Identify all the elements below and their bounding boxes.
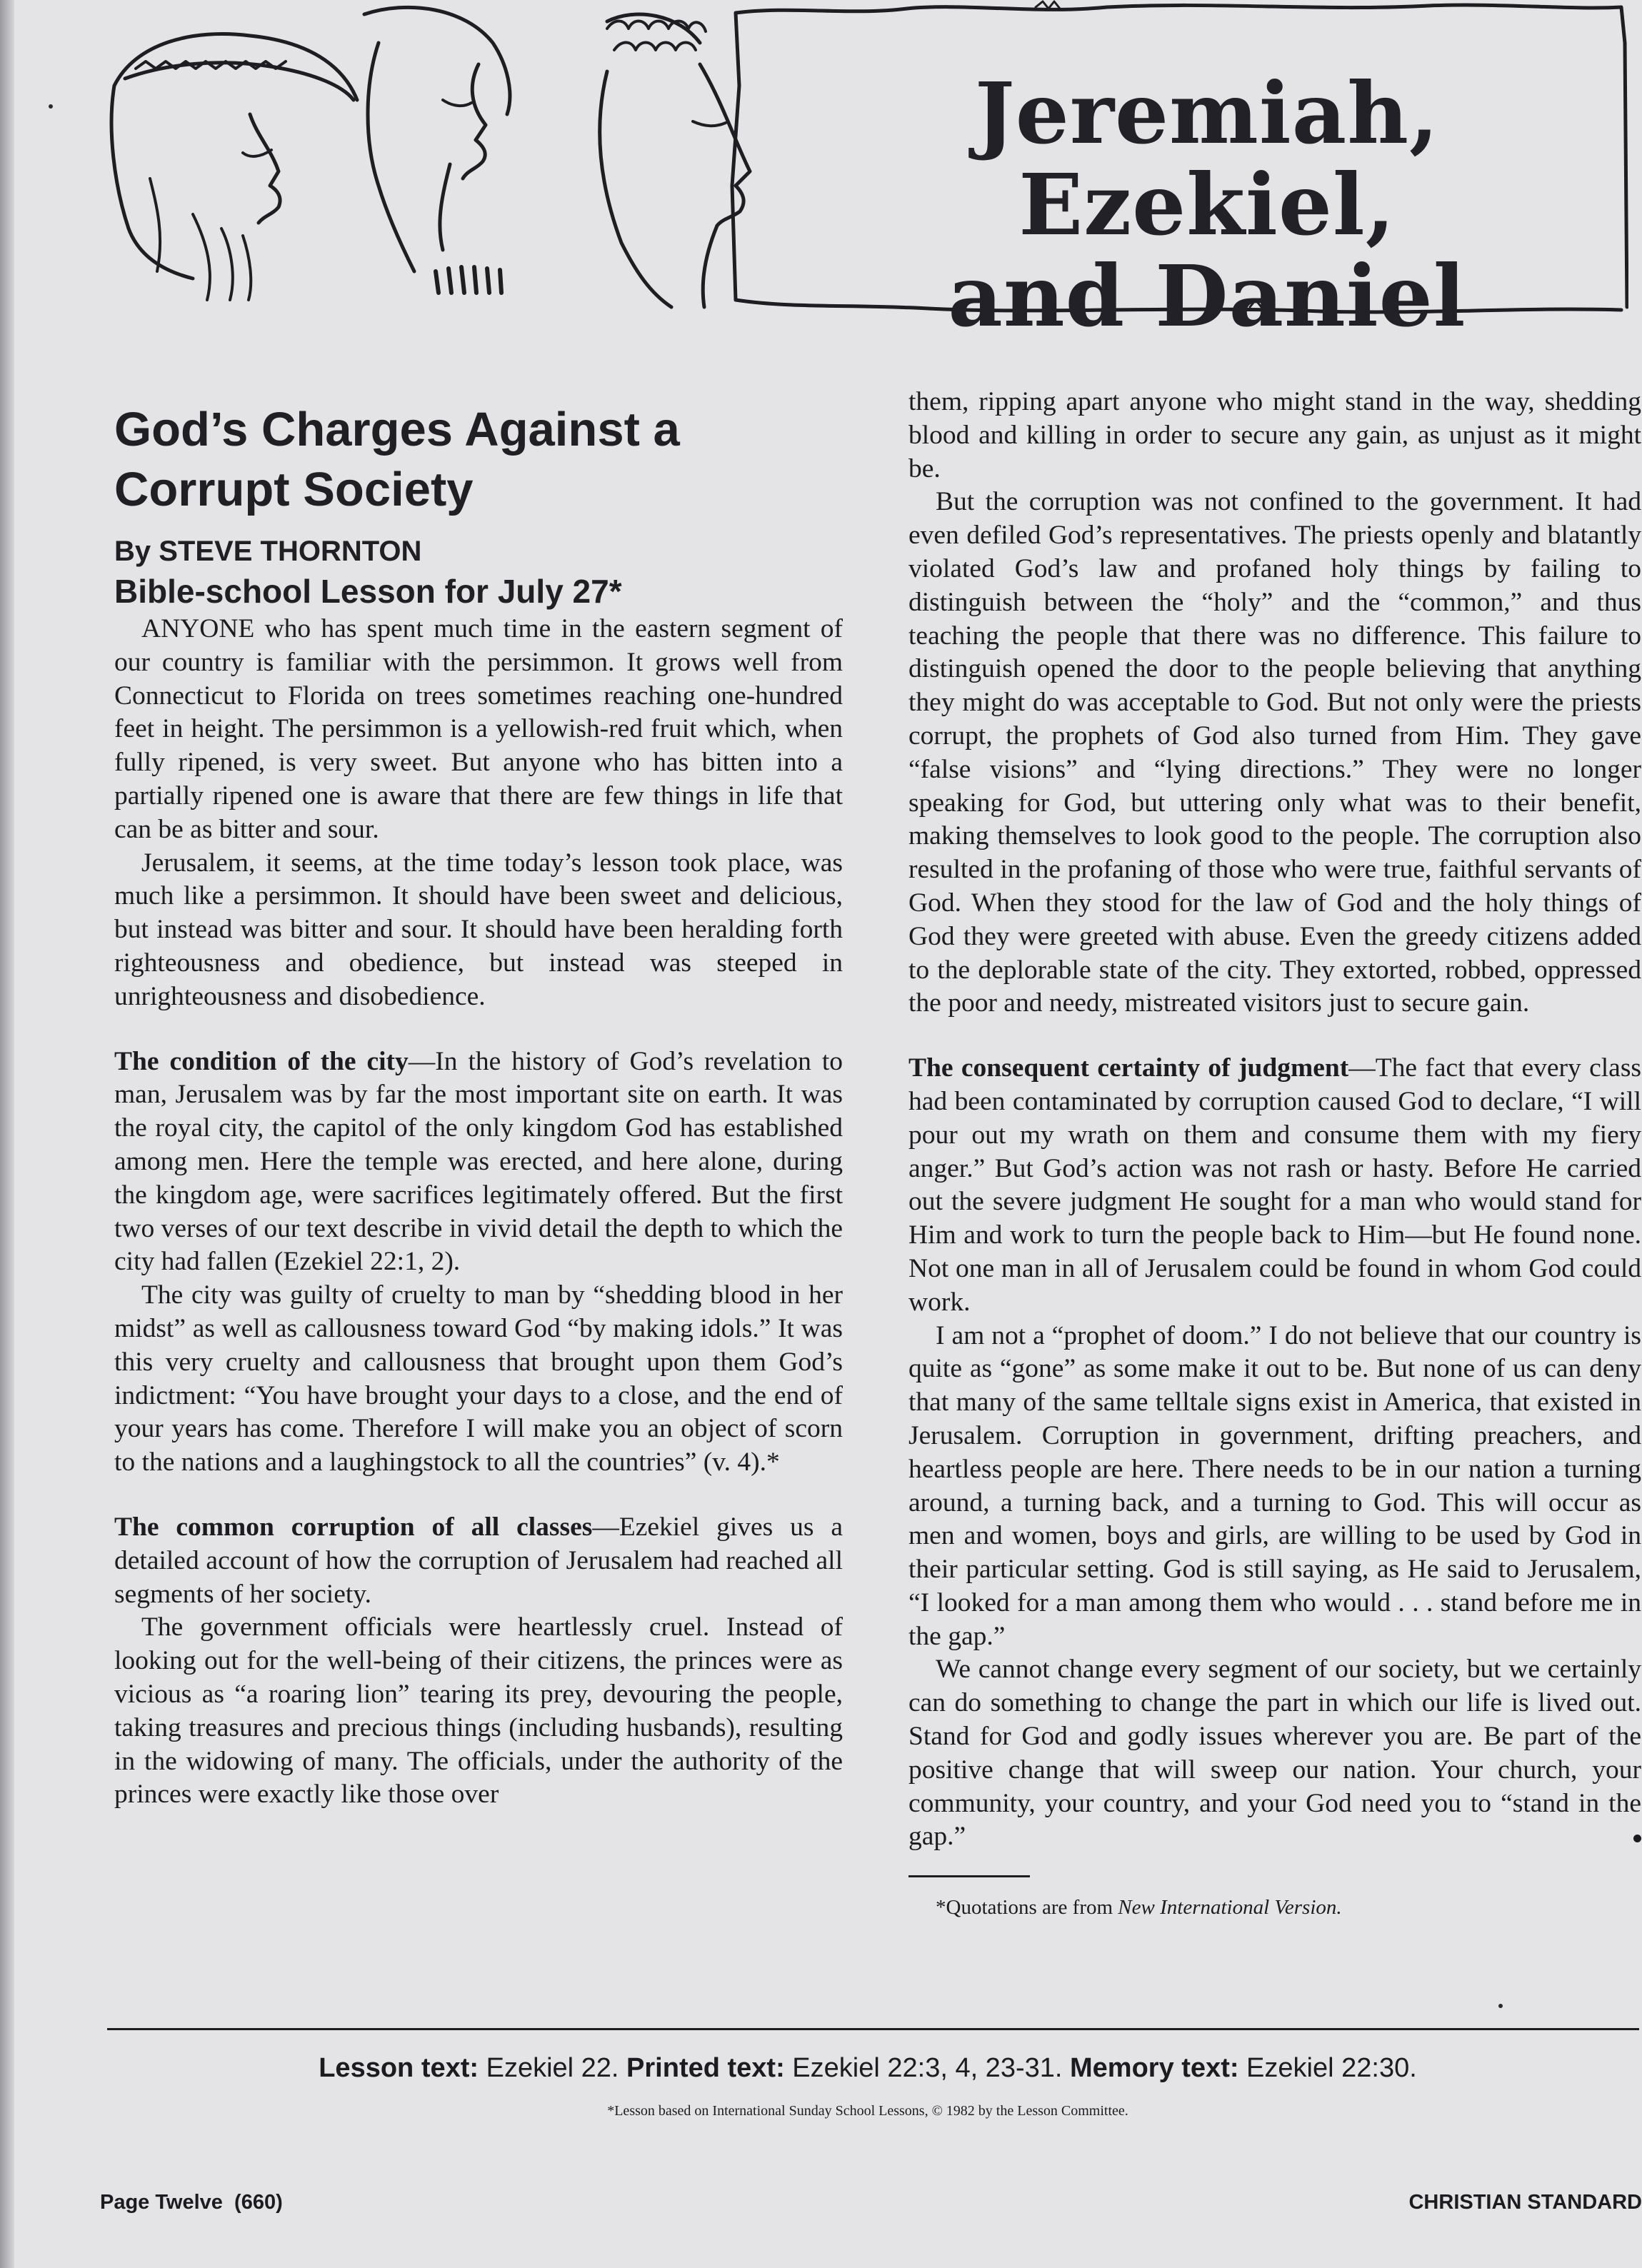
article-title: [114, 400, 843, 520]
section-certainty-of-judgment: [908, 1052, 1641, 1319]
end-mark: [1633, 1835, 1641, 1842]
printed-text-label: Printed text:: [626, 2053, 785, 2083]
page-number: Page Twelve (660): [100, 2191, 283, 2214]
section-common-corruption: [114, 1511, 843, 1611]
page-title-line-2: and Daniel: [948, 246, 1466, 346]
lesson-text-label: Lesson text:: [319, 2053, 479, 2083]
section-text: —Ezekiel gives us a detailed account of how the corruption of Jerusalem had reached all segments of her society.: [114, 1512, 843, 1609]
paragraph-text: We cannot change every segment of our society, but we certainly can do something to change the part in which our life is lived out. Stand for God and godly issues wherever you are. Be part of the positive change that will sweep our nation. Your church, your community, your country, and your God need you to “stand in the gap.”: [908, 1655, 1641, 1852]
paragraph-cruelty: The city was guilty of cruelty to man by “shedding blood in her midst” as well as callousness toward God “by making idols.” It was this very cruelty and callousness that brought upon them God’s indictment: “You have brought your days to a close, and the end of your years has come. Therefore I will make you an object of scorn to the nations and a laughingstock to all the countries” (v. 4).*: [114, 1280, 843, 1477]
magazine-name: CHRISTIAN STANDARD: [1408, 2191, 1642, 2214]
page-edge-shadow: [0, 0, 14, 2268]
section-condition-of-city: [114, 1045, 843, 1280]
paragraph-stand-in-gap: [908, 1653, 1641, 1854]
left-column: [114, 400, 843, 1812]
page-title-line-1: Jeremiah, Ezekiel,: [974, 64, 1440, 254]
header-banner: [107, 0, 1628, 346]
memory-text-label: Memory text:: [1070, 2053, 1239, 2083]
paragraph-persimmon: Jerusalem, it seems, at the time today’s lesson took place, was much like a persimmon. It should have been sweet and delicious, but instead was bitter and sour. It should have been heralding forth righteousness and obedience, but instead was steeped in unrighteousness and disobedience.: [114, 848, 843, 1011]
lesson-label: Bible-school Lesson for July 27*: [114, 573, 622, 610]
paragraph-priests: But the corruption was not confined to the government. It had even defiled God’s representatives. The priests openly and blatantly violated God’s law and profaned holy things by failing to distinguish between the “holy” and the “common,” and thus teaching the people that there was no difference. This failure to distinguish opened the door to the people believing that anything they might do was acceptable to God. But not only were the priests corrupt, the prophets of God also turned from Him. They gave “false visions” and “lying directions.” They were no longer speaking for God, but uttering only what was to their benefit, making themselves to look good to the people. The corruption also resulted in the profaning of those who were true, faithful servants of God. When they stood for the law of God and the holy things of God they were greeted with abuse. Even the greedy citizens added to the deplorable state of the city. They extorted, robbed, oppressed the poor and needy, mistreated visitors just to secure gain.: [908, 487, 1641, 1018]
paragraph-continued: them, ripping apart anyone who might stand in the way, shedding blood and killing in order to secure any gain, as unjust as it might be.: [908, 387, 1641, 483]
lesson-text-value: Ezekiel 22.: [479, 2053, 627, 2083]
copyright-note: *Lesson based on International Sunday School Lessons, © 1982 by the Lesson Committee.: [607, 2103, 1128, 2119]
print-speck: [1498, 2004, 1503, 2008]
section-heading: The consequent certainty of judgment: [908, 1053, 1349, 1083]
right-column: [908, 386, 1641, 1922]
section-text: —In the history of God’s revelation to man, Jerusalem was by far the most important site on earth. It was the royal city, the capitol of the only kingdom God has established among men. Here the temple was erected, and here alone, during the kingdom age, were sacrifices legitimately offered. But the first two verses of our text describe in vivid detail the depth to which the city had fallen (Ezekiel 22:1, 2).: [114, 1046, 843, 1277]
scripture-texts-line: [107, 2051, 1628, 2085]
printed-text-value: Ezekiel 22:3, 4, 23-31.: [784, 2053, 1070, 2083]
footnote-source: New International Version.: [1118, 1896, 1342, 1920]
byline: By STEVE THORNTON: [114, 536, 422, 567]
paragraph-intro: ANYONE who has spent much time in the eastern segment of our country is familiar with the persimmon. It grows well from Connecticut to Florida on trees sometimes reaching one-hundred feet in height. The persimmon is a yellowish-red fruit which, when fully ripened, is very sweet. But anyone who has bitten into a partially ripened one is aware that there are few things in life that can be as bitter and sour.: [114, 614, 843, 844]
section-text: —The fact that every class had been contaminated by corruption caused God to declare, “I will pour out my wrath on them and consume them with my fiery anger.” But God’s action was not rash or hasty. Before He carried out the severe judgment He sought for a man who would stand for Him and work to turn the people back to Him—but He found none. Not one man in all of Jerusalem could be found in whom God could work.: [908, 1053, 1641, 1317]
footnote-prefix: *Quotations are from: [936, 1896, 1118, 1920]
article-title-line-2: Corrupt Society: [114, 463, 474, 516]
page-title: [786, 64, 1628, 346]
footer-divider: [107, 2028, 1639, 2030]
article-title-line-1: God’s Charges Against a: [114, 403, 680, 456]
memory-text-value: Ezekiel 22:30.: [1238, 2053, 1417, 2083]
section-heading: The common corruption of all classes: [114, 1512, 593, 1542]
print-speck: [49, 104, 53, 109]
footnote: [908, 1893, 1641, 1922]
section-heading: The condition of the city: [114, 1046, 409, 1076]
footnote-rule: [908, 1875, 1030, 1877]
paragraph-government: The government officials were heartlessly cruel. Instead of looking out for the well-being of their citizens, the princes were as vicious as “a roaring lion” tearing its prey, devouring the people, taking treasures and precious things (including husbands), resulting in the widowing of many. The officials, under the authority of the princes were exactly like those over: [114, 1612, 843, 1810]
paragraph-prophet-of-doom: I am not a “prophet of doom.” I do not believe that our country is quite as “gone” as some make it out to be. But none of us can deny that many of the same telltale signs exist in America, that existed in Jerusalem. Corruption in government, drifting preachers, and heartless people are here. There needs to be in our nation a turning around, a turning back, and a turning to God. This will occur as men and women, boys and girls, are willing to be used by God in their particular setting. God is still saying, as He said to Jerusalem, “I looked for a man among them who would . . . stand before me in the gap.”: [908, 1320, 1641, 1651]
